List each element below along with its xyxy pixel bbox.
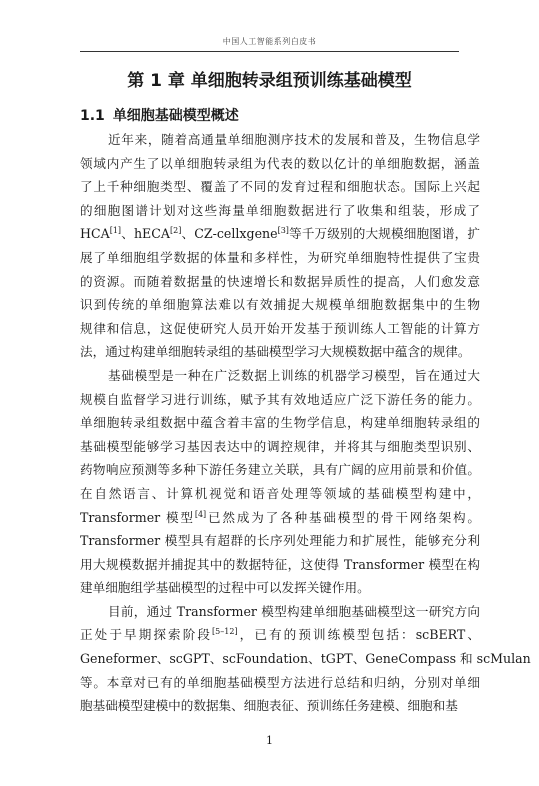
text-line: 单细胞转录组数据中蕴含着丰富的生物学信息，构建单细胞转录组的	[80, 415, 480, 431]
body-text	[80, 128, 531, 718]
text-line: 展了单细胞组学数据的体量和多样性，为研究单细胞特性提供了宝贵	[80, 249, 480, 265]
text-line: 基础模型是一种在广泛数据上训练的机器学习模型，旨在通过大	[108, 367, 480, 383]
citation-ref: [4]	[194, 509, 207, 519]
citation-ref: [3]	[277, 226, 289, 236]
paragraph	[80, 600, 531, 718]
text-line: Geneformer、scGPT、scFoundation、tGPT、GeneCompass 和 scMulan	[80, 651, 531, 667]
paragraph	[80, 364, 480, 600]
text-line: 在自然语言、计算机视觉和语音处理等领域的基础模型构建中，	[80, 485, 480, 501]
text-line: 近年来，随着高通量单细胞测序技术的发展和普及，生物信息学	[108, 132, 480, 147]
page-number: 1	[266, 734, 273, 747]
text-line: 目前，通过 Transformer 模型构建单细胞基础模型这一研究方向	[108, 603, 480, 619]
paragraph	[80, 128, 480, 364]
text-line: Transformer 模型具有超群的长序列处理能力和扩展性，能够充分利	[80, 533, 480, 549]
text-line: 用大规模数据并捕捉其中的数据特征，这使得 Transformer 模型在构	[80, 556, 480, 572]
running-header: 中国人工智能系列白皮书	[222, 37, 317, 46]
text-line: 建单细胞组学基础模型的过程中可以发挥关键作用。	[80, 580, 370, 596]
header-rule	[80, 51, 459, 52]
text-line: 等。本章对已有的单细胞基础模型方法进行总结和归纳，分别对单细	[80, 674, 480, 690]
text-line: 的细胞图谱计划对这些海量单细胞数据进行了收集和组装，形成了	[80, 202, 480, 218]
text-line: 领域内产生了以单细胞转录组为代表的数以亿计的单细胞数据，涵盖	[80, 155, 480, 171]
citation-ref: [2]	[169, 226, 182, 236]
section-heading	[80, 105, 239, 125]
citation-ref: [5–12]	[212, 627, 238, 637]
section-number: 1.1	[80, 108, 105, 124]
text-line: 正处于早期探索阶段[5–12]，已有的预训练模型包括：scBERT、	[80, 627, 480, 643]
section-title: 单细胞基础模型概述	[112, 108, 239, 124]
text-line: 的资源。而随着数据量的快速增长和数据异质性的提高，人们愈发意	[80, 273, 480, 289]
text-line: HCA[1]、hECA[2]、CZ-cellxgene[3]等千万级别的大规模细胞图谱，扩	[80, 226, 480, 242]
text-line: 法，通过构建单细胞转录组的基础模型学习大规模数据中蕴含的规律。	[80, 344, 471, 360]
citation-ref: [1]	[109, 226, 122, 236]
chapter-title: 第 1 章 单细胞转录组预训练基础模型	[127, 71, 412, 91]
text-line: Transformer 模型[4]已然成为了各种基础模型的骨干网络架构。	[80, 509, 480, 525]
text-line: 规律和信息，这促使研究人员开始开发基于预训练人工智能的计算方	[80, 320, 480, 336]
text-line: 了上千种细胞类型、覆盖了不同的发育过程和细胞状态。国际上兴起	[80, 179, 480, 195]
text-line: 药物响应预测等多种下游任务建立关联，具有广阔的应用前景和价值。	[80, 462, 480, 478]
text-line: 识到传统的单细胞算法难以有效捕捉大规模单细胞数据集中的生物	[80, 297, 480, 313]
text-line: 基础模型能够学习基因表达中的调控规律，并将其与细胞类型识别、	[80, 438, 480, 454]
text-line: 规模自监督学习进行训练，赋予其有效地适应广泛下游任务的能力。	[80, 391, 480, 407]
text-line: 胞基础模型建模中的数据集、细胞表征、预训练任务建模、细胞和基	[80, 698, 458, 714]
